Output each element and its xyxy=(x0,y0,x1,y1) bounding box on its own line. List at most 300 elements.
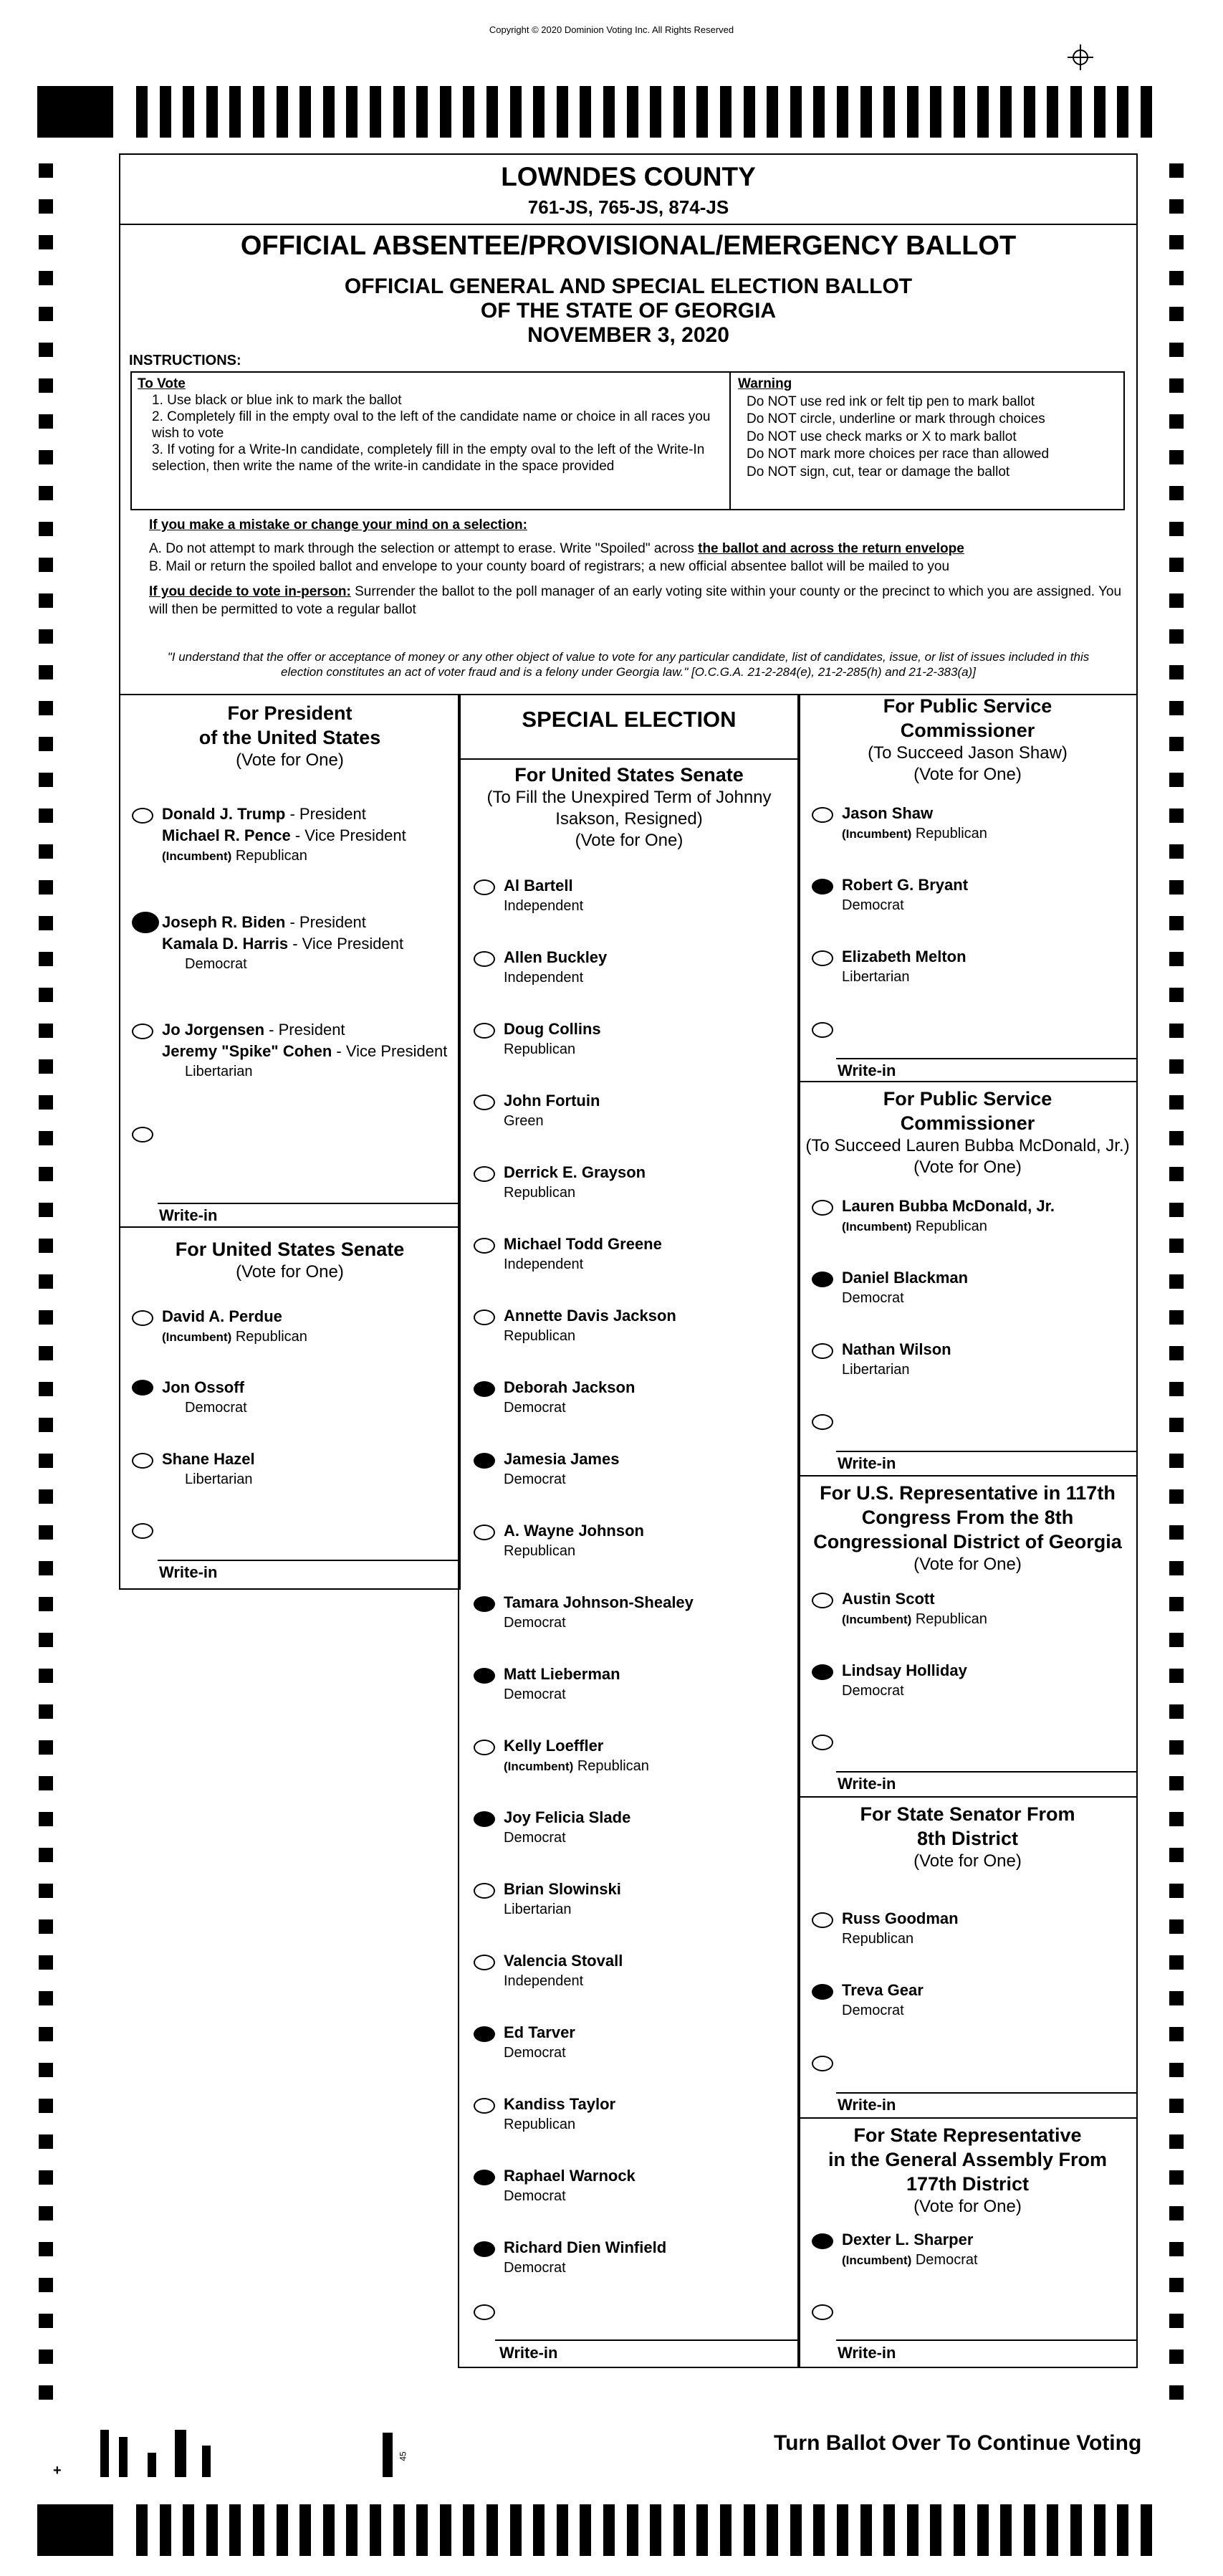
side-timing-mark xyxy=(39,844,53,859)
choice-oval[interactable] xyxy=(812,950,833,966)
choice-oval[interactable] xyxy=(474,1883,495,1899)
side-timing-mark xyxy=(1169,558,1184,572)
incumbent-tag: (Incumbent) xyxy=(842,1220,912,1234)
candidate-party: Republican xyxy=(504,1543,576,1559)
choice-oval[interactable] xyxy=(474,1310,495,1325)
choice-oval[interactable] xyxy=(132,1523,153,1539)
candidate-party: Republican xyxy=(504,1185,576,1201)
candidate-name: Kelly Loeffler xyxy=(504,1737,604,1755)
timing-bar xyxy=(510,86,522,138)
turn-over-notice: Turn Ballot Over To Continue Voting xyxy=(774,2431,1142,2455)
timing-bar xyxy=(557,86,568,138)
candidate-party: Democrat xyxy=(504,2045,566,2061)
timing-bar xyxy=(136,2504,148,2556)
candidate-name: Robert G. Bryant xyxy=(842,876,969,894)
side-timing-mark xyxy=(1169,1919,1184,1934)
side-timing-mark xyxy=(39,1633,53,1647)
timing-bar xyxy=(1047,86,1058,138)
race-us-senate xyxy=(120,1237,459,1283)
timing-bar xyxy=(253,2504,264,2556)
choice-oval[interactable] xyxy=(474,1094,495,1110)
candidate-party: Republican xyxy=(911,1611,987,1627)
copyright-notice: Copyright © 2020 Dominion Voting Inc. All Rights Reserved xyxy=(489,24,734,35)
timing-bar xyxy=(673,2504,685,2556)
timing-bar xyxy=(744,2504,755,2556)
candidate-name: Elizabeth Melton xyxy=(842,948,967,965)
county-name: LOWNDES COUNTY xyxy=(501,162,756,191)
side-timing-mark xyxy=(39,1310,53,1325)
candidate-party: Libertarian xyxy=(842,969,910,985)
candidate-name: Nathan Wilson xyxy=(842,1340,951,1358)
congress-title-1: For U.S. Representative in 117th xyxy=(820,1482,1116,1504)
candidate-party: Democrat xyxy=(504,1615,566,1631)
timing-bar xyxy=(299,86,311,138)
choice-oval-filled[interactable] xyxy=(812,879,833,895)
candidate-party: Democrat xyxy=(185,1400,247,1416)
side-timing-mark xyxy=(39,916,53,930)
running-mate-name: Michael R. Pence xyxy=(162,826,291,844)
side-timing-mark xyxy=(1169,522,1184,536)
race-us-representative xyxy=(799,1481,1136,1575)
timing-bar xyxy=(813,86,825,138)
timing-block xyxy=(37,2504,113,2556)
mistake-instructions xyxy=(149,516,1123,619)
timing-bar xyxy=(277,86,288,138)
running-mate-role: - Vice President xyxy=(332,1042,448,1060)
side-timing-mark xyxy=(39,1489,53,1504)
candidate-party: Democrat xyxy=(504,1471,566,1487)
choice-oval[interactable] xyxy=(812,2304,833,2320)
candidate-party: Democrat xyxy=(185,956,247,972)
candidate-name: Doug Collins xyxy=(504,1020,601,1038)
side-timing-mark xyxy=(1169,1382,1184,1396)
plus-mark-icon: + xyxy=(53,2463,62,2479)
candidate-party: Independent xyxy=(504,1973,584,1989)
choice-oval[interactable] xyxy=(474,1955,495,1970)
choice-oval[interactable] xyxy=(812,1912,833,1928)
side-timing-mark xyxy=(39,1919,53,1934)
timing-bar xyxy=(954,86,965,138)
write-in-line[interactable] xyxy=(836,1451,1136,1452)
candidate-party: Republican xyxy=(842,1931,914,1947)
choice-oval[interactable] xyxy=(474,1023,495,1039)
choice-oval[interactable] xyxy=(132,1127,153,1142)
side-timing-mark xyxy=(39,1669,53,1683)
timing-bar xyxy=(696,2504,708,2556)
timing-bar xyxy=(299,2504,311,2556)
side-timing-mark xyxy=(39,2385,53,2400)
column-3 xyxy=(797,694,1138,2368)
candidate-name: Deborah Jackson xyxy=(504,1378,636,1396)
special-sub-1: (To Fill the Unexpired Term of Johnny xyxy=(486,788,772,807)
choice-oval[interactable] xyxy=(132,1453,153,1469)
choice-oval[interactable] xyxy=(812,1200,833,1216)
side-timing-mark xyxy=(39,1095,53,1110)
side-timing-mark xyxy=(39,1418,53,1432)
side-timing-mark xyxy=(39,271,53,285)
side-timing-mark xyxy=(1169,2134,1184,2149)
side-timing-mark xyxy=(1169,844,1184,859)
timing-bar xyxy=(323,2504,335,2556)
side-timing-mark xyxy=(39,163,53,178)
side-timing-mark xyxy=(1169,307,1184,321)
choice-oval[interactable] xyxy=(474,1740,495,1755)
timing-bar xyxy=(416,86,428,138)
write-in-line[interactable] xyxy=(158,1560,459,1561)
side-timing-mark xyxy=(1169,1525,1184,1540)
race-divider xyxy=(799,2117,1136,2119)
write-in-label: Write-in xyxy=(838,1775,896,1793)
choice-oval-filled[interactable] xyxy=(812,2233,833,2249)
psc2-vote-for: (Vote for One) xyxy=(913,1158,1022,1177)
code-bar xyxy=(202,2446,211,2477)
timing-bar xyxy=(1070,86,1082,138)
warning-3: Do NOT use check marks or X to mark ballot xyxy=(747,429,1017,444)
side-timing-mark xyxy=(1169,235,1184,249)
choice-oval[interactable] xyxy=(812,1593,833,1608)
side-timing-mark xyxy=(1169,2099,1184,2113)
timing-bar xyxy=(1000,2504,1012,2556)
timing-bar xyxy=(1070,2504,1082,2556)
psc2-title-1: For Public Service xyxy=(883,1088,1052,1110)
mistake-step-a xyxy=(149,540,1123,558)
in-person-text: Surrender the ballot to the poll manager of an early voting site within your county or the precinct to which you are assigned. You will then be permitted to vote a regular ballot xyxy=(149,584,1122,617)
write-in-label: Write-in xyxy=(159,1563,218,1581)
choice-oval-filled[interactable] xyxy=(812,1664,833,1680)
county-header xyxy=(119,153,1138,225)
side-timing-mark xyxy=(1169,378,1184,393)
choice-oval[interactable] xyxy=(812,2056,833,2071)
candidate-party: Independent xyxy=(504,1256,584,1272)
timing-bar xyxy=(463,2504,474,2556)
timing-bar xyxy=(463,86,474,138)
side-timing-mark xyxy=(39,1239,53,1253)
candidate-role: - President xyxy=(285,805,366,823)
state-rep-title-1: For State Representative xyxy=(853,2124,1082,2146)
timing-bar xyxy=(393,2504,405,2556)
side-timing-mark xyxy=(39,558,53,572)
side-timing-mark xyxy=(1169,2063,1184,2077)
race-special-senate xyxy=(459,763,799,851)
psc1-vote-for: (Vote for One) xyxy=(913,765,1022,784)
side-timing-mark xyxy=(1169,163,1184,178)
side-timing-mark xyxy=(39,1346,53,1360)
instructions-box xyxy=(130,371,1125,510)
side-timing-mark xyxy=(1169,1740,1184,1755)
side-timing-mark xyxy=(1169,2206,1184,2220)
timing-bar xyxy=(416,2504,428,2556)
side-timing-mark xyxy=(1169,665,1184,679)
write-in-line[interactable] xyxy=(836,1058,1136,1059)
timing-bar xyxy=(1024,2504,1035,2556)
timing-bar xyxy=(673,86,685,138)
side-timing-mark xyxy=(39,307,53,321)
choice-oval-filled[interactable] xyxy=(132,1380,153,1396)
running-mate-role: - Vice President xyxy=(288,935,404,953)
side-timing-mark xyxy=(1169,1776,1184,1790)
timing-bar xyxy=(627,2504,638,2556)
race-president xyxy=(120,701,459,1224)
side-timing-mark xyxy=(39,2099,53,2113)
code-bar xyxy=(383,2433,393,2477)
race-divider xyxy=(799,1475,1136,1477)
side-timing-mark xyxy=(39,1740,53,1755)
timing-bar xyxy=(907,2504,919,2556)
side-timing-mark xyxy=(1169,343,1184,357)
timing-bar xyxy=(1094,2504,1106,2556)
candidate-name: Tamara Johnson-Shealey xyxy=(504,1593,694,1611)
candidate-party: Republican xyxy=(231,848,307,864)
running-mate-role: - Vice President xyxy=(290,826,406,844)
timing-bar xyxy=(1141,86,1152,138)
side-timing-mark xyxy=(1169,1848,1184,1862)
timing-bar xyxy=(136,86,148,138)
timing-block xyxy=(37,86,113,138)
timing-bar xyxy=(907,86,919,138)
special-title: For United States Senate xyxy=(514,764,744,786)
election-line-1: OFFICIAL GENERAL AND SPECIAL ELECTION BALLOT xyxy=(344,275,913,298)
choice-oval[interactable] xyxy=(812,1735,833,1750)
timing-bar xyxy=(930,86,941,138)
timing-bar xyxy=(627,86,638,138)
timing-bar xyxy=(277,2504,288,2556)
candidate-party: Democrat xyxy=(504,2260,566,2276)
incumbent-tag: (Incumbent) xyxy=(162,849,232,863)
ballot-style-code: 45 xyxy=(398,2451,408,2461)
congress-vote-for: (Vote for One) xyxy=(913,1555,1022,1574)
to-vote-step-2: 2. Completely fill in the empty oval to the left of the candidate name or choice in all races you wish to vote xyxy=(152,409,711,441)
side-timing-mark xyxy=(1169,1633,1184,1647)
choice-oval[interactable] xyxy=(474,1525,495,1540)
side-timing-mark xyxy=(39,450,53,464)
choice-oval-filled[interactable] xyxy=(474,1668,495,1684)
psc1-sub: (To Succeed Jason Shaw) xyxy=(868,743,1068,763)
choice-oval-filled[interactable] xyxy=(474,2241,495,2257)
timing-bar xyxy=(1117,2504,1128,2556)
side-timing-mark xyxy=(39,1704,53,1719)
candidate-name: Lauren Bubba McDonald, Jr. xyxy=(842,1197,1055,1215)
choice-oval[interactable] xyxy=(474,1166,495,1182)
candidate-party: Independent xyxy=(504,970,584,986)
side-timing-mark xyxy=(39,2278,53,2292)
side-timing-mark xyxy=(1169,1167,1184,1181)
column-1 xyxy=(119,694,461,1590)
side-timing-mark xyxy=(39,952,53,966)
timing-bar xyxy=(954,2504,965,2556)
side-timing-mark xyxy=(39,2170,53,2185)
side-timing-mark xyxy=(39,1274,53,1289)
choice-oval[interactable] xyxy=(474,2304,495,2320)
psc2-title-2: Commissioner xyxy=(900,1112,1035,1134)
congress-title-2: Congress From the 8th xyxy=(861,1507,1074,1528)
candidate-name: Michael Todd Greene xyxy=(504,1235,662,1253)
choice-oval[interactable] xyxy=(474,879,495,895)
side-timing-mark xyxy=(1169,2314,1184,2328)
choice-oval-filled[interactable] xyxy=(474,1381,495,1397)
choice-oval[interactable] xyxy=(474,2098,495,2114)
side-timing-mark xyxy=(1169,629,1184,644)
candidate-name: Jon Ossoff xyxy=(162,1378,244,1396)
timing-bar xyxy=(883,2504,895,2556)
timing-bar xyxy=(486,2504,498,2556)
mistake-step-a-emphasis: the ballot and across the return envelope xyxy=(698,541,964,556)
race-divider xyxy=(120,1226,459,1228)
candidate-party: Republican xyxy=(911,1218,987,1234)
timing-bar xyxy=(696,86,708,138)
choice-oval-filled[interactable] xyxy=(474,1453,495,1469)
psc2-sub: (To Succeed Lauren Bubba McDonald, Jr.) xyxy=(805,1136,1130,1155)
timing-bar xyxy=(603,2504,615,2556)
timing-bar xyxy=(977,86,989,138)
side-timing-mark xyxy=(1169,1884,1184,1898)
write-in-line[interactable] xyxy=(158,1203,459,1204)
choice-oval-filled[interactable] xyxy=(474,2170,495,2185)
choice-oval[interactable] xyxy=(132,808,153,824)
side-timing-mark xyxy=(39,773,53,787)
side-timing-mark xyxy=(39,880,53,895)
candidate-party: Libertarian xyxy=(185,1471,253,1487)
timing-bar xyxy=(650,86,661,138)
side-timing-mark xyxy=(1169,1310,1184,1325)
timing-bar xyxy=(1024,86,1035,138)
side-timing-mark xyxy=(39,1884,53,1898)
warning-1: Do NOT use red ink or felt tip pen to mark ballot xyxy=(747,393,1035,409)
incumbent-tag: (Incumbent) xyxy=(842,2253,912,2267)
choice-oval-filled[interactable] xyxy=(812,1272,833,1287)
side-timing-mark xyxy=(1169,701,1184,715)
timing-bar xyxy=(860,2504,872,2556)
side-timing-mark xyxy=(39,629,53,644)
state-senate-title-2: 8th District xyxy=(916,1828,1019,1849)
side-timing-mark xyxy=(1169,1095,1184,1110)
candidate-name: Jason Shaw xyxy=(842,804,934,822)
president-title-1: For President xyxy=(227,702,352,724)
side-timing-mark xyxy=(39,1525,53,1540)
candidate-party: Libertarian xyxy=(504,1902,572,1917)
choice-oval[interactable] xyxy=(812,807,833,823)
timing-bar xyxy=(767,2504,778,2556)
choice-oval[interactable] xyxy=(132,1310,153,1326)
write-in-line[interactable] xyxy=(836,2339,1136,2341)
choice-oval[interactable] xyxy=(812,1414,833,1430)
timing-bar xyxy=(229,86,241,138)
side-timing-mark xyxy=(1169,1203,1184,1217)
write-in-line[interactable] xyxy=(836,1771,1136,1773)
write-in-line[interactable] xyxy=(495,2339,799,2341)
timing-bar xyxy=(393,86,405,138)
warning-heading: Warning xyxy=(738,376,792,391)
side-timing-mark xyxy=(1169,486,1184,500)
choice-oval-filled[interactable] xyxy=(474,2026,495,2042)
timing-bar xyxy=(744,86,755,138)
race-divider xyxy=(459,758,799,760)
timing-bar xyxy=(767,86,778,138)
side-timing-mark xyxy=(1169,450,1184,464)
side-timing-mark xyxy=(1169,1059,1184,1074)
race-psc-shaw xyxy=(799,694,1136,786)
write-in-label: Write-in xyxy=(499,2344,558,2362)
column-2-special-election xyxy=(458,694,800,2368)
timing-bar xyxy=(346,86,358,138)
candidate-party: Republican xyxy=(504,2117,576,2132)
candidate-party: Democrat xyxy=(504,2188,566,2204)
candidate-party: Independent xyxy=(504,898,584,914)
senate-vote-for: (Vote for One) xyxy=(236,1262,344,1282)
candidate-name: Valencia Stovall xyxy=(504,1952,623,1970)
timing-bar xyxy=(183,2504,194,2556)
side-timing-mark xyxy=(1169,916,1184,930)
warning-4: Do NOT mark more choices per race than allowed xyxy=(747,447,1050,462)
timing-bar xyxy=(1000,86,1012,138)
choice-oval[interactable] xyxy=(474,1238,495,1254)
timing-bar xyxy=(977,2504,989,2556)
candidate-name: Treva Gear xyxy=(842,1981,924,1999)
side-timing-mark xyxy=(1169,1024,1184,1038)
side-timing-mark xyxy=(1169,1131,1184,1145)
timing-bar xyxy=(206,86,218,138)
side-timing-mark xyxy=(1169,414,1184,429)
choice-oval-filled[interactable] xyxy=(132,912,159,933)
special-election-banner: SPECIAL ELECTION xyxy=(522,707,737,732)
side-timing-mark xyxy=(39,1848,53,1862)
incumbent-tag: (Incumbent) xyxy=(842,827,912,841)
choice-oval-filled[interactable] xyxy=(812,1984,833,2000)
race-state-senator xyxy=(799,1802,1136,1872)
candidate-name: Lindsay Holliday xyxy=(842,1661,967,1679)
timing-bar xyxy=(533,86,545,138)
choice-oval[interactable] xyxy=(812,1022,833,1038)
candidate-name: Brian Slowinski xyxy=(504,1880,621,1898)
choice-oval-filled[interactable] xyxy=(474,1596,495,1612)
side-timing-mark xyxy=(1169,1274,1184,1289)
candidate-role: - President xyxy=(285,913,366,931)
voter-fraud-oath xyxy=(120,649,1136,679)
side-timing-mark xyxy=(39,235,53,249)
side-timing-mark xyxy=(39,988,53,1002)
side-timing-mark xyxy=(39,1131,53,1145)
timing-bar xyxy=(206,2504,218,2556)
candidate-name: Joy Felicia Slade xyxy=(504,1808,631,1826)
incumbent-tag: (Incumbent) xyxy=(504,1760,574,1773)
candidate-party: Libertarian xyxy=(185,1064,253,1079)
precinct-codes: 761-JS, 765-JS, 874-JS xyxy=(527,196,729,218)
side-timing-mark xyxy=(39,522,53,536)
timing-bar xyxy=(1047,2504,1058,2556)
choice-oval[interactable] xyxy=(474,951,495,967)
side-timing-mark xyxy=(39,1597,53,1611)
side-timing-mark xyxy=(39,808,53,823)
mistake-heading: If you make a mistake or change your mind on a selection: xyxy=(149,517,527,533)
write-in-line[interactable] xyxy=(836,2092,1136,2094)
candidate-name: Shane Hazel xyxy=(162,1450,255,1468)
side-timing-mark xyxy=(1169,952,1184,966)
side-timing-mark xyxy=(39,2134,53,2149)
candidate-party: Republican xyxy=(573,1758,649,1774)
side-timing-mark xyxy=(1169,1812,1184,1826)
write-in-label: Write-in xyxy=(159,1206,218,1224)
candidate-party: Libertarian xyxy=(842,1362,910,1378)
timing-bar xyxy=(790,2504,802,2556)
side-timing-mark xyxy=(39,343,53,357)
choice-oval[interactable] xyxy=(812,1343,833,1359)
candidate-party: Democrat xyxy=(504,1830,566,1846)
instructions-divider xyxy=(729,373,731,509)
choice-oval[interactable] xyxy=(132,1024,153,1039)
warning-section xyxy=(738,376,1125,481)
candidate-name: Daniel Blackman xyxy=(842,1269,969,1287)
choice-oval-filled[interactable] xyxy=(474,1811,495,1827)
timing-bar xyxy=(440,86,451,138)
